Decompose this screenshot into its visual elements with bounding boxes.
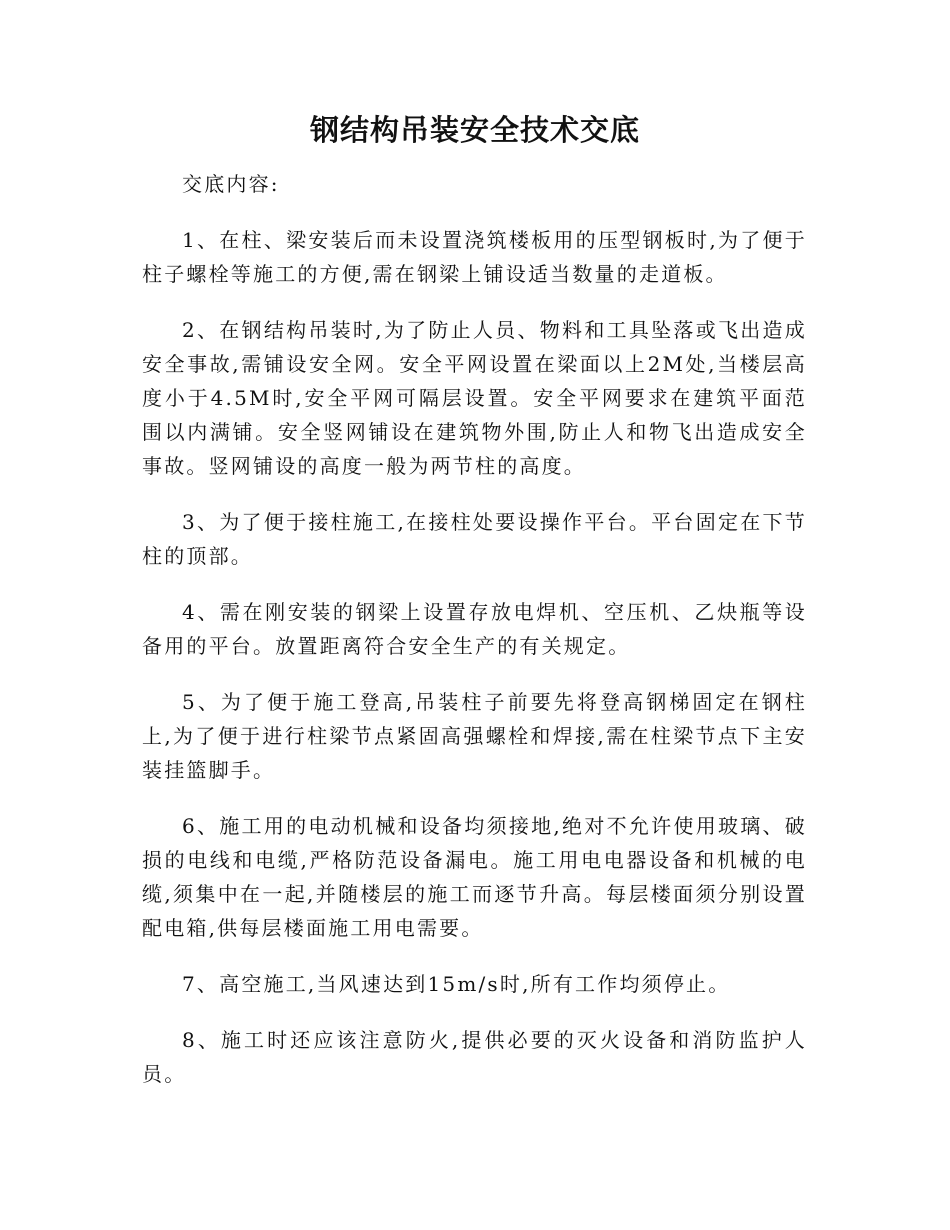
paragraph-8: 8、施工时还应该注意防火,提供必要的灭火设备和消防监护人员。: [142, 1028, 807, 1086]
paragraph-7: 7、高空施工,当风速达到15m/s时,所有工作均须停止。: [182, 972, 731, 996]
paragraph-1: 1、在柱、梁安装后而未设置浇筑楼板用的压型钢板时,为了便于柱子螺栓等施工的方便,需在钢梁上铺设适当数量的走道板。: [142, 228, 807, 286]
paragraph-3: 3、为了便于接柱施工,在接柱处要设操作平台。平台固定在下节柱的顶部。: [142, 510, 807, 568]
paragraph-2: 2、在钢结构吊装时,为了防止人员、物料和工具坠落或飞出造成安全事故,需铺设安全网。安全平网设置在梁面以上2M处,当楼层高度小于4.5M时,安全平网可隔层设置。安全平网要求在建筑平面范围以内满铺。安全竖网铺设在建筑物外围,防止人和物飞出造成安全事故。竖网铺设的高度一般为两节柱的高度。: [142, 318, 807, 478]
intro-line: 交底内容:: [182, 172, 280, 196]
document-body: [142, 167, 807, 1113]
document-title: 钢结构吊装安全技术交底: [309, 113, 640, 147]
paragraph-4: 4、需在刚安装的钢梁上设置存放电焊机、空压机、乙炔瓶等设备用的平台。放置距离符合安全生产的有关规定。: [142, 600, 807, 658]
paragraph-5: 5、为了便于施工登高,吊装柱子前要先将登高钢梯固定在钢柱上,为了便于进行柱梁节点紧固高强螺栓和焊接,需在柱梁节点下主安装挂篮脚手。: [142, 690, 807, 782]
paragraph-6: 6、施工用的电动机械和设备均须接地,绝对不允许使用玻璃、破损的电线和电缆,严格防范设备漏电。施工用电电器设备和机械的电缆,须集中在一起,并随楼层的施工而逐节升高。每层楼面须分别设置配电箱,供每层楼面施工用电需要。: [142, 814, 807, 940]
